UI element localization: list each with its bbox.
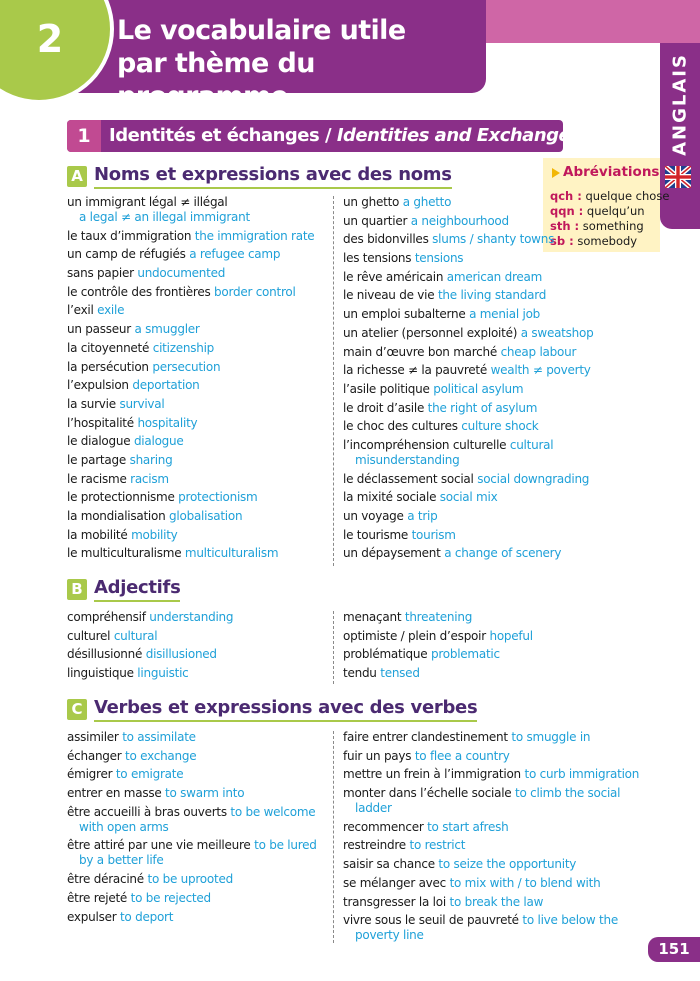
- vocab-entry: [343, 857, 658, 872]
- english-translation: political asylum: [433, 381, 524, 396]
- nouns-right-list: [343, 195, 658, 565]
- vocab-entry: [343, 490, 658, 505]
- vocab-entry: [67, 247, 329, 262]
- french-term: le partage: [67, 452, 130, 467]
- english-translation: to mix with / to blend with: [449, 875, 601, 890]
- french-term: main d’œuvre bon marché: [343, 344, 501, 359]
- chapter-title-line1: Le vocabulaire utile: [117, 15, 406, 46]
- english-translation: to smuggle in: [511, 730, 591, 744]
- french-term: désillusionné: [67, 647, 146, 662]
- adjectives-right-list: [343, 610, 658, 685]
- vocab-entry: [67, 416, 329, 431]
- english-translation: threatening: [404, 610, 473, 624]
- vocab-entry: [343, 528, 658, 543]
- english-translation: linguistic: [137, 666, 189, 681]
- french-term: transgresser la loi: [343, 894, 450, 909]
- french-term: l’asile politique: [343, 381, 434, 396]
- french-term: un passeur: [67, 322, 135, 337]
- french-term: l’hospitalité: [67, 415, 138, 430]
- english-translation: to start afresh: [427, 819, 509, 834]
- vocab-entry: [67, 749, 329, 764]
- vocab-entry: [343, 251, 658, 266]
- vocab-entry: [343, 749, 658, 764]
- vocab-entry: [67, 647, 329, 662]
- english-translation: tensed: [380, 666, 420, 681]
- english-translation-continued: poverty line: [355, 928, 424, 943]
- english-translation: persecution: [152, 359, 221, 374]
- english-translation: the living standard: [437, 288, 547, 303]
- english-translation: mobility: [131, 527, 178, 542]
- french-term: l’incompréhension culturelle: [343, 437, 510, 452]
- english-translation-continued: with open arms: [79, 819, 169, 834]
- vocab-entry: [343, 326, 658, 341]
- vocab-entry: [67, 195, 329, 225]
- english-translation: a legal ≠ an illegal immigrant: [79, 210, 250, 224]
- vocab-entry: [343, 363, 658, 378]
- vocab-entry: [343, 438, 658, 468]
- french-term: l’exil: [67, 303, 98, 318]
- english-translation: tourism: [411, 527, 456, 542]
- english-translation-continued: by a better life: [79, 853, 164, 868]
- english-translation: a sweatshop: [520, 325, 594, 340]
- vocab-entry: [343, 838, 658, 853]
- french-term: le dialogue: [67, 434, 134, 449]
- english-translation: tensions: [414, 251, 464, 266]
- vocab-entry: [67, 341, 329, 356]
- english-translation: multiculturalism: [184, 546, 279, 561]
- french-term: les tensions: [343, 251, 415, 266]
- vocab-entry: [67, 229, 329, 244]
- abbreviation-item: sb : somebody: [550, 234, 638, 248]
- vocab-entry: [343, 419, 658, 434]
- french-term: le racisme: [67, 471, 131, 486]
- english-translation: to live below the: [522, 913, 618, 928]
- vocab-entry: [67, 666, 329, 681]
- english-translation: slums / shanty towns: [432, 232, 555, 247]
- english-translation: to be rejected: [130, 890, 211, 905]
- french-term: l’expulsion: [67, 378, 133, 393]
- english-translation: to be lured: [254, 838, 317, 853]
- vocab-entry: [343, 345, 658, 360]
- english-translation: wealth ≠ poverty: [490, 363, 591, 378]
- column-divider: [333, 731, 334, 943]
- english-translation: to exchange: [125, 748, 197, 763]
- vocab-entry: [343, 307, 658, 322]
- chapter-number: 2: [36, 17, 64, 61]
- french-term: saisir sa chance: [343, 857, 439, 872]
- french-term: un atelier (personnel exploité): [343, 325, 521, 340]
- french-term: un camp de réfugiés: [67, 247, 190, 262]
- french-term: la mondialisation: [67, 509, 170, 523]
- french-term: un emploi subalterne: [343, 307, 470, 322]
- english-translation: the immigration rate: [194, 228, 315, 243]
- english-translation: the right of asylum: [427, 400, 538, 415]
- french-term: le contrôle des frontières: [67, 284, 215, 299]
- english-translation-continued: ladder: [355, 801, 392, 816]
- french-term: échanger: [67, 748, 126, 763]
- vocab-entry: [67, 453, 329, 468]
- english-translation: to deport: [119, 909, 174, 924]
- french-term: des bidonvilles: [343, 232, 433, 247]
- french-term: culturel: [67, 628, 114, 643]
- vocab-entry: [67, 528, 329, 543]
- column-divider: [333, 196, 334, 566]
- french-term: la persécution: [67, 359, 153, 374]
- french-term: la citoyenneté: [67, 340, 153, 355]
- english-translation: a neighbourhood: [410, 213, 509, 228]
- vocab-entry: [67, 472, 329, 487]
- english-translation: border control: [214, 284, 296, 299]
- vocab-entry: [343, 232, 658, 247]
- french-term: un quartier: [343, 213, 411, 228]
- english-translation: to assimilate: [122, 730, 196, 744]
- french-term: assimiler: [67, 730, 123, 744]
- english-translation: a change of scenery: [444, 546, 562, 561]
- verbs-left-list: [67, 730, 329, 928]
- english-translation: to flee a country: [414, 748, 510, 763]
- french-term: menaçant: [343, 610, 405, 624]
- abbreviation-item: qqn : quelqu’un: [550, 204, 645, 218]
- vocab-entry: [67, 303, 329, 318]
- vocab-entry: [343, 610, 658, 625]
- french-term: fuir un pays: [343, 748, 415, 763]
- english-translation: cultural: [509, 437, 554, 452]
- uk-flag-icon: [665, 166, 691, 188]
- french-term: le rêve américain: [343, 269, 447, 284]
- page-number: 151: [648, 937, 700, 962]
- french-term: faire entrer clandestinement: [343, 730, 512, 744]
- english-translation: globalisation: [169, 509, 243, 523]
- vocab-entry: [67, 397, 329, 412]
- french-term: être accueilli à bras ouverts: [67, 804, 231, 819]
- english-translation: problematic: [430, 647, 500, 662]
- french-term: être rejeté: [67, 890, 131, 905]
- language-label-text: ANGLAIS: [669, 53, 691, 156]
- language-label: [660, 53, 700, 158]
- nouns-left-list: [67, 195, 329, 565]
- subsection-letter: B: [67, 579, 87, 600]
- vocab-entry: [67, 838, 329, 868]
- french-term: émigrer: [67, 767, 116, 782]
- vocab-entry: [343, 666, 658, 681]
- french-term: la mixité sociale: [343, 490, 440, 505]
- english-translation: a refugee camp: [189, 247, 281, 262]
- vocab-entry: [343, 820, 658, 835]
- french-term: linguistique: [67, 666, 138, 681]
- french-term: expulser: [67, 909, 120, 924]
- french-term: un voyage: [343, 509, 408, 523]
- french-term: recommencer: [343, 819, 428, 834]
- vocab-entry: [343, 270, 658, 285]
- vocab-entry: [343, 629, 658, 644]
- subsection-letter: A: [67, 166, 87, 187]
- section-title: [109, 120, 580, 152]
- french-term: le multiculturalisme: [67, 546, 185, 561]
- english-translation: exile: [97, 303, 125, 318]
- french-term: la survie: [67, 396, 120, 411]
- french-term: la richesse ≠ la pauvreté: [343, 363, 491, 378]
- french-term: la mobilité: [67, 527, 132, 542]
- french-term: le tourisme: [343, 527, 412, 542]
- vocab-entry: [67, 891, 329, 906]
- french-term: compréhensif: [67, 610, 150, 624]
- subsection-title: Verbes et expressions avec des verbes: [94, 697, 477, 722]
- french-term: le déclassement social: [343, 471, 478, 486]
- subsection-title: Adjectifs: [94, 577, 180, 602]
- english-translation: social downgrading: [477, 471, 590, 486]
- french-term: un immigrant légal ≠ illégal: [67, 195, 228, 209]
- vocab-entry: [343, 647, 658, 662]
- vocab-entry: [67, 872, 329, 887]
- english-translation: american dream: [446, 269, 543, 284]
- vocab-entry: [67, 610, 329, 625]
- vocab-entry: [343, 472, 658, 487]
- english-translation: to seize the opportunity: [438, 857, 577, 872]
- abbreviation-item: sth : something: [550, 219, 644, 233]
- english-translation: cheap labour: [500, 344, 577, 359]
- vocab-entry: [67, 730, 329, 745]
- french-term: sans papier: [67, 266, 138, 281]
- section-number: 1: [67, 120, 101, 152]
- english-translation: a smuggler: [134, 322, 200, 337]
- vocab-entry: [343, 288, 658, 303]
- vocab-entry: [343, 786, 658, 816]
- english-translation: to break the law: [449, 894, 544, 909]
- french-term: entrer en masse: [67, 786, 166, 801]
- english-translation: racism: [130, 471, 169, 486]
- french-term: être attiré par une vie meilleure: [67, 838, 255, 853]
- french-term: tendu: [343, 666, 381, 681]
- english-translation: culture shock: [461, 419, 539, 434]
- section-heading: [67, 120, 581, 152]
- french-term: le droit d’asile: [343, 400, 428, 415]
- english-translation: social mix: [439, 490, 498, 505]
- french-term: se mélanger avec: [343, 875, 450, 890]
- french-term: être déraciné: [67, 872, 148, 887]
- vocab-entry: [67, 910, 329, 925]
- english-translation: to curb immigration: [524, 767, 640, 782]
- french-term: le choc des cultures: [343, 419, 462, 434]
- vocab-entry: [67, 805, 329, 835]
- french-term: mettre un frein à l’immigration: [343, 767, 525, 782]
- vocab-entry: [343, 913, 658, 943]
- vocab-entry: [67, 322, 329, 337]
- verbs-right-list: [343, 730, 658, 947]
- english-translation: deportation: [132, 378, 200, 393]
- french-term: le protectionnisme: [67, 490, 179, 505]
- column-divider: [333, 611, 334, 684]
- french-term: le niveau de vie: [343, 288, 438, 303]
- section-title-en: Identities and Exchanges: [336, 125, 581, 146]
- english-translation: a ghetto: [402, 195, 452, 209]
- vocab-entry: [67, 509, 329, 524]
- french-term: vivre sous le seuil de pauvreté: [343, 913, 523, 928]
- english-translation: disillusioned: [145, 647, 217, 662]
- abbreviation-item: qch : quelque chose: [550, 189, 670, 203]
- vocab-entry: [343, 382, 658, 397]
- section-title-fr: Identités et échanges /: [109, 125, 337, 146]
- vocab-entry: [343, 546, 658, 561]
- subsection-title: Noms et expressions avec des noms: [94, 164, 452, 189]
- subsection-letter: C: [67, 699, 87, 720]
- english-translation: to be welcome: [230, 804, 316, 819]
- vocab-entry: [67, 434, 329, 449]
- arrow-right-icon: [551, 167, 561, 179]
- english-translation: cultural: [113, 628, 158, 643]
- english-translation-continued: misunderstanding: [355, 452, 460, 467]
- vocab-entry: [343, 767, 658, 782]
- vocab-entry: [67, 786, 329, 801]
- vocab-entry: [67, 629, 329, 644]
- english-translation: protectionism: [178, 490, 258, 505]
- english-translation: sharing: [129, 452, 173, 467]
- english-translation: to emigrate: [115, 767, 184, 782]
- english-translation: survival: [119, 396, 165, 411]
- vocab-entry: [67, 490, 329, 505]
- english-translation: to restrict: [409, 838, 466, 853]
- english-translation: hopeful: [489, 628, 533, 643]
- english-translation: a menial job: [469, 307, 541, 322]
- french-term: le taux d’immigration: [67, 228, 195, 243]
- french-term: optimiste / plein d’espoir: [343, 628, 490, 643]
- french-term: problématique: [343, 647, 431, 662]
- chapter-title: [117, 14, 487, 113]
- abbreviations-title: Abréviations: [563, 164, 660, 180]
- english-translation: understanding: [149, 610, 234, 624]
- french-term: monter dans l’échelle sociale: [343, 786, 516, 801]
- adjectives-left-list: [67, 610, 329, 685]
- english-translation: hospitality: [137, 415, 198, 430]
- vocab-entry: [343, 214, 658, 229]
- chapter-title-line2: par thème du programme: [117, 48, 315, 112]
- french-term: un ghetto: [343, 195, 403, 209]
- vocab-entry: [343, 730, 658, 745]
- english-translation: citizenship: [152, 340, 215, 355]
- vocab-entry: [67, 767, 329, 782]
- header-accent-bar: [486, 0, 700, 43]
- french-term: restreindre: [343, 838, 410, 853]
- vocab-entry: [67, 378, 329, 393]
- vocab-entry: [67, 546, 329, 561]
- english-translation: undocumented: [137, 266, 226, 281]
- vocab-entry: [343, 876, 658, 891]
- french-term: un dépaysement: [343, 546, 445, 561]
- vocab-entry: [67, 285, 329, 300]
- vocab-entry: [343, 895, 658, 910]
- english-translation: to be uprooted: [147, 872, 233, 887]
- vocab-entry: [343, 195, 658, 210]
- english-translation: dialogue: [133, 434, 184, 449]
- vocab-entry: [343, 509, 658, 524]
- vocab-entry: [67, 266, 329, 281]
- english-translation: to climb the social: [515, 786, 621, 801]
- english-translation: to swarm into: [165, 786, 245, 801]
- vocab-entry: [67, 360, 329, 375]
- vocab-entry: [343, 401, 658, 416]
- english-translation: a trip: [407, 509, 438, 523]
